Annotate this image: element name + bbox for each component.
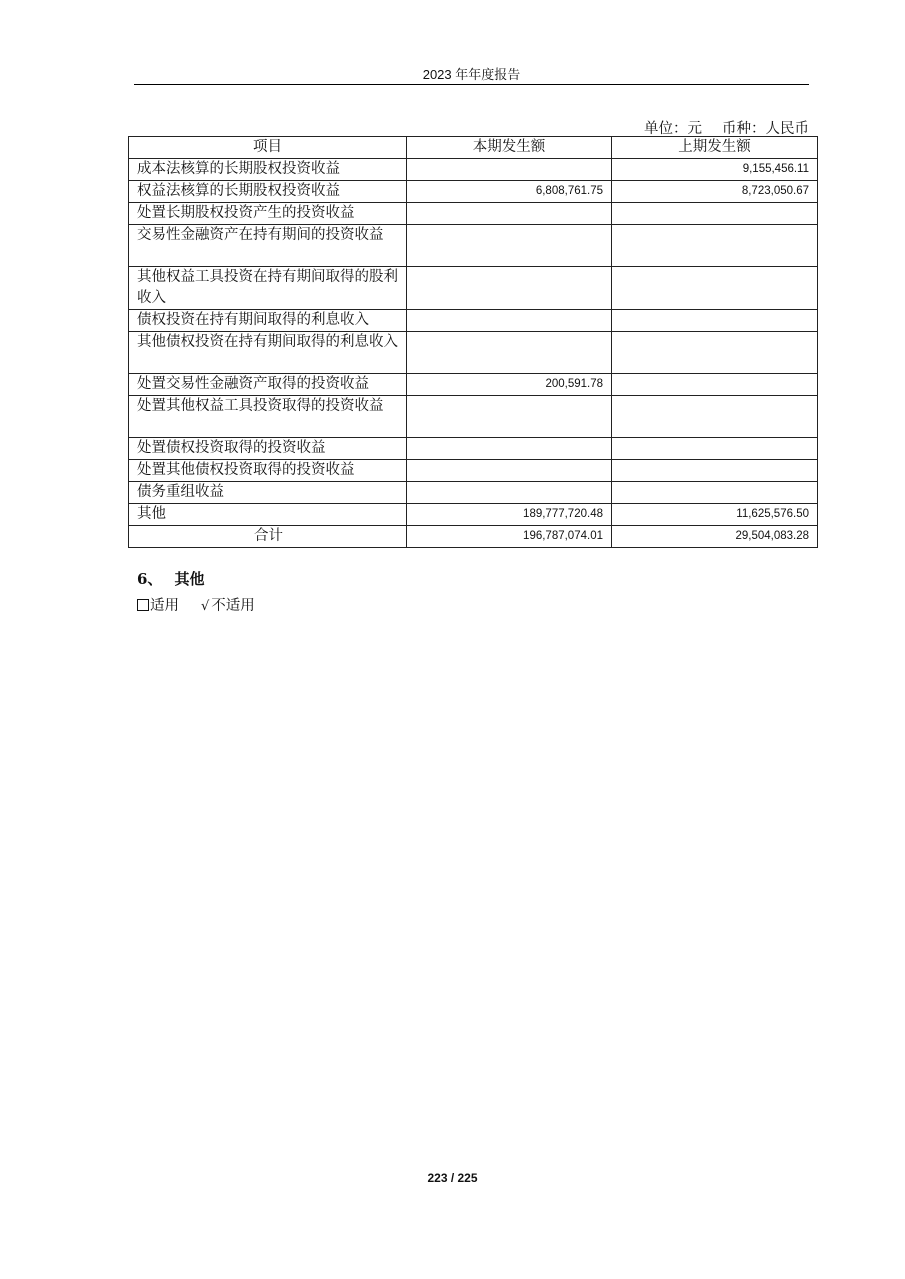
table-row — [129, 181, 818, 203]
unit-label: 单位：元 — [644, 121, 702, 137]
prior-value — [612, 203, 818, 225]
unit-line — [644, 117, 809, 138]
total-current-value: 196,787,074.01 — [407, 526, 612, 548]
prior-value — [612, 332, 818, 374]
row-label: 处置长期股权投资产生的投资收益 — [129, 203, 407, 225]
prior-value: 11,625,576.50 — [612, 504, 818, 526]
table-row — [129, 438, 818, 460]
header-current-period: 本期发生额 — [407, 137, 612, 159]
row-label: 权益法核算的长期股权投资收益 — [129, 181, 407, 203]
row-label: 处置交易性金融资产取得的投资收益 — [129, 374, 407, 396]
table-row — [129, 504, 818, 526]
row-label: 成本法核算的长期股权投资收益 — [129, 159, 407, 181]
currency-label: 币种：人民币 — [722, 121, 809, 137]
table-row — [129, 332, 818, 374]
row-label: 债权投资在持有期间取得的利息收入 — [129, 310, 407, 332]
current-value — [407, 267, 612, 310]
table-row — [129, 203, 818, 225]
current-value — [407, 396, 612, 438]
header-item: 项目 — [129, 137, 407, 159]
current-value — [407, 310, 612, 332]
current-value — [407, 203, 612, 225]
row-label: 债务重组收益 — [129, 482, 407, 504]
header-prior-period: 上期发生额 — [612, 137, 818, 159]
prior-value — [612, 482, 818, 504]
prior-value — [612, 438, 818, 460]
row-label: 其他权益工具投资在持有期间取得的股利收入 — [129, 267, 407, 310]
section-heading — [137, 568, 204, 589]
row-label: 处置其他权益工具投资取得的投资收益 — [129, 396, 407, 438]
prior-value — [612, 396, 818, 438]
current-value: 6,808,761.75 — [407, 181, 612, 203]
prior-value — [612, 225, 818, 267]
row-label: 处置债权投资取得的投资收益 — [129, 438, 407, 460]
current-value — [407, 225, 612, 267]
page-header: 2023 年年度报告 — [422, 67, 521, 82]
table-header-row — [129, 137, 818, 159]
investment-income-table — [128, 136, 818, 548]
row-label: 其他 — [129, 504, 407, 526]
table-row — [129, 310, 818, 332]
unchecked-box-icon — [137, 599, 149, 611]
row-label: 其他债权投资在持有期间取得的利息收入 — [129, 332, 407, 374]
section-title: 其他 — [174, 570, 205, 588]
current-value — [407, 438, 612, 460]
table-row — [129, 460, 818, 482]
total-label: 合计 — [129, 526, 407, 548]
row-label: 交易性金融资产在持有期间的投资收益 — [129, 225, 407, 267]
not-applicable-option: 不适用 — [211, 598, 255, 614]
applicable-option: 适用 — [150, 598, 179, 614]
prior-value — [612, 374, 818, 396]
current-value — [407, 332, 612, 374]
table-row — [129, 396, 818, 438]
current-value — [407, 159, 612, 181]
total-row — [129, 526, 818, 548]
total-prior-value: 29,504,083.28 — [612, 526, 818, 548]
prior-value — [612, 267, 818, 310]
header-divider — [134, 84, 809, 85]
prior-value — [612, 460, 818, 482]
table-row — [129, 225, 818, 267]
table-row — [129, 374, 818, 396]
row-label: 处置其他债权投资取得的投资收益 — [129, 460, 407, 482]
prior-value: 8,723,050.67 — [612, 181, 818, 203]
table-row — [129, 482, 818, 504]
page-number: 223 / 225 — [427, 1171, 478, 1185]
prior-value — [612, 310, 818, 332]
check-mark-icon: √ — [201, 599, 210, 614]
current-value: 189,777,720.48 — [407, 504, 612, 526]
current-value — [407, 460, 612, 482]
prior-value: 9,155,456.11 — [612, 159, 818, 181]
table-row — [129, 159, 818, 181]
current-value: 200,591.78 — [407, 374, 612, 396]
table-row — [129, 267, 818, 310]
section-number: 6、 — [137, 570, 163, 588]
current-value — [407, 482, 612, 504]
applicability-line — [137, 594, 255, 615]
